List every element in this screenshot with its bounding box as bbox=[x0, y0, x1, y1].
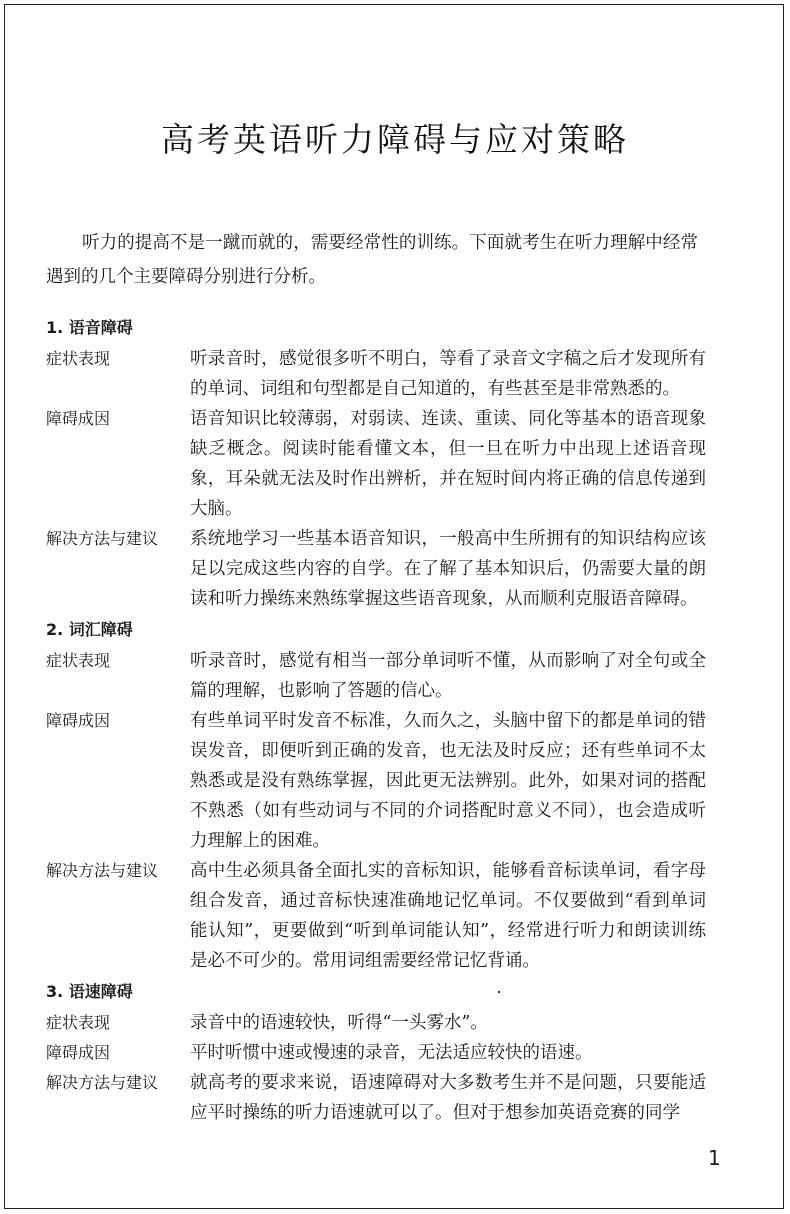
entry-text: 高中生必须具备全面扎实的音标知识，能够看音标读单词，看字母组合发音，通过音标快速准确地记忆单词。不仅要做到“看到单词能认知”，更要做到“听到单词能认知”，经常进行听力和朗读训练是必不可少的。常用词组需要经常记忆背诵。 bbox=[190, 861, 706, 971]
section-speech-rate bbox=[46, 976, 706, 1128]
entry-causes bbox=[46, 706, 706, 856]
entry-label: 症状表现 bbox=[46, 349, 111, 368]
entry-solutions bbox=[46, 524, 706, 614]
entry-solutions bbox=[46, 856, 706, 976]
entry-text: 就高考的要求来说，语速障碍对大多数考生并不是问题，只要能适应平时操练的听力语速就可以了。但对于想参加英语竞赛的同学 bbox=[190, 1073, 706, 1123]
entry-label: 症状表现 bbox=[46, 1013, 111, 1032]
page-title: 高考英语听力障碍与应对策略 bbox=[161, 120, 629, 159]
entry-causes bbox=[46, 1038, 706, 1068]
section-pronunciation bbox=[46, 312, 706, 614]
section-heading: 1. 语音障碍 bbox=[46, 318, 133, 337]
entry-text: 听录音时，感觉有相当一部分单词听不懂，从而影响了对全句或全篇的理解，也影响了答题的信心。 bbox=[190, 651, 706, 701]
print-speck bbox=[498, 991, 500, 993]
section-vocabulary bbox=[46, 614, 706, 976]
section-heading: 2. 词汇障碍 bbox=[46, 620, 133, 639]
entry-causes bbox=[46, 404, 706, 524]
entry-symptoms bbox=[46, 1008, 706, 1038]
entry-text: 录音中的语速较快，听得“一头雾水”。 bbox=[190, 1013, 488, 1033]
entry-label: 解决方法与建议 bbox=[46, 861, 159, 880]
page-number: 1 bbox=[708, 1146, 721, 1170]
entry-label: 症状表现 bbox=[46, 651, 111, 670]
entry-symptoms bbox=[46, 646, 706, 706]
entry-text: 语音知识比较薄弱，对弱读、连读、重读、同化等基本的语音现象缺乏概念。阅读时能看懂文本，但一旦在听力中出现上述语音现象，耳朵就无法及时作出辨析，并在短时间内将正确的信息传递到大脑。 bbox=[190, 409, 706, 519]
entry-solutions bbox=[46, 1068, 706, 1128]
entry-label: 解决方法与建议 bbox=[46, 529, 159, 548]
entry-label: 障碍成因 bbox=[46, 1043, 111, 1062]
entry-text: 平时听惯中速或慢速的录音，无法适应较快的语速。 bbox=[190, 1043, 593, 1063]
entry-text: 系统地学习一些基本语音知识，一般高中生所拥有的知识结构应该足以完成这些内容的自学。在了解了基本知识后，仍需要大量的朗读和听力操练来熟练掌握这些语音现象，从而顺利克服语音障碍。 bbox=[190, 529, 706, 609]
intro-paragraph: 听力的提高不是一蹴而就的，需要经常性的训练。下面就考生在听力理解中经常遇到的几个主要障碍分别进行分析。 bbox=[46, 233, 698, 287]
section-heading: 3. 语速障碍 bbox=[46, 982, 133, 1001]
entry-text: 有些单词平时发音不标准，久而久之，头脑中留下的都是单词的错误发音，即便听到正确的发音，也无法及时反应；还有些单词不太熟悉或是没有熟练掌握，因此更无法辨别。此外，如果对词的搭配不熟悉（如有些动词与不同的介词搭配时意义不同），也会造成听力理解上的困难。 bbox=[190, 711, 706, 851]
entry-label: 障碍成因 bbox=[46, 711, 111, 730]
entry-text: 听录音时，感觉很多听不明白，等看了录音文字稿之后才发现所有的单词、词组和句型都是自己知道的，有些甚至是非常熟悉的。 bbox=[190, 349, 706, 399]
entry-label: 障碍成因 bbox=[46, 409, 111, 428]
entry-symptoms bbox=[46, 344, 706, 404]
entry-label: 解决方法与建议 bbox=[46, 1073, 159, 1092]
